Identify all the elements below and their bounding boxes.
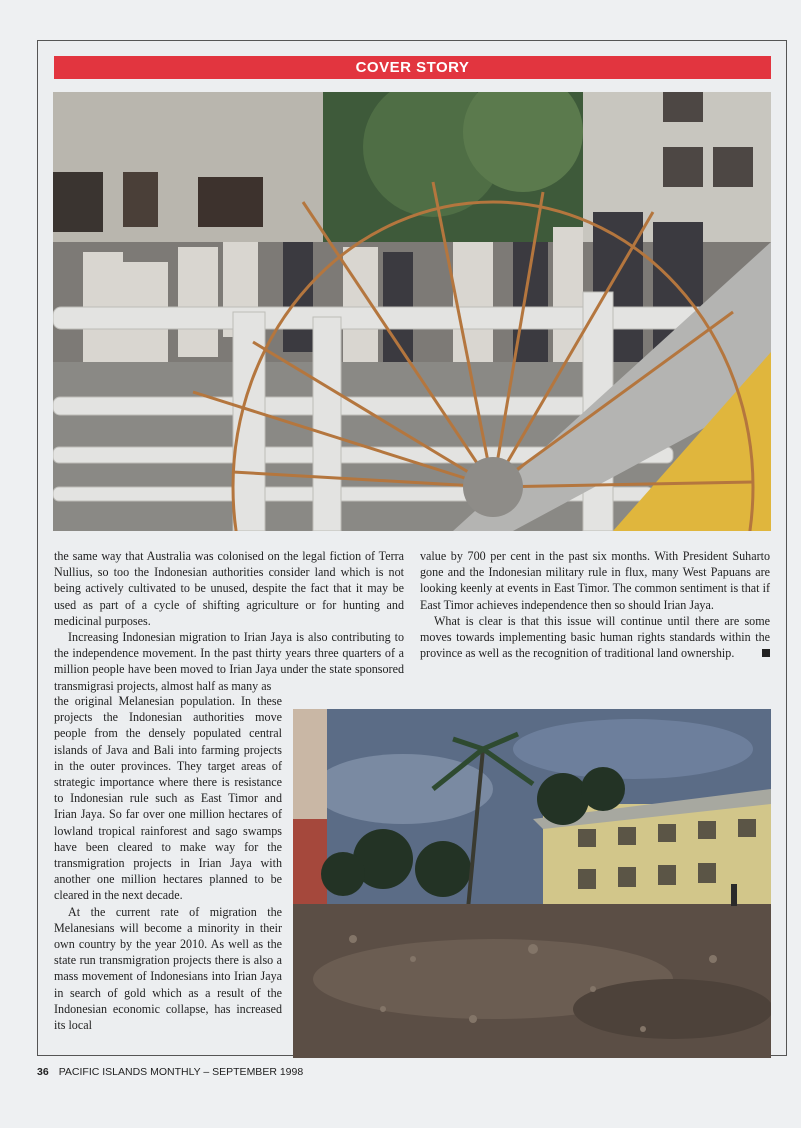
page-footer <box>37 1066 303 1078</box>
crowd-photo <box>53 92 771 531</box>
end-mark-icon <box>762 649 770 657</box>
left-column-bottom <box>54 693 282 1033</box>
right-column <box>420 548 770 661</box>
section-banner: COVER STORY <box>54 56 771 79</box>
paragraph-2-start: Increasing Indonesian migration to Irian Jaya is also contributing to the independence movement. In the past thirty years three quarters of a million people have been moved to Irian Jaya under the state sponsored transmigrasi projects, almost half as many as <box>54 630 404 693</box>
paragraph-3: At the current rate of migration the Melanesians will become a minority in their own country by the year 2010. As well as the state run transmigration projects there is also a mass movement of Indonesians into Irian Jaya in search of gold which as a result of the Indonesian economic collapse, has increased its local <box>54 904 282 1033</box>
page-number: 36 <box>37 1066 49 1078</box>
paragraph-5: What is clear is that this issue will continue until there are some moves towards implementing basic human rights standards within the province as well as the recognition of traditional land ownership. <box>420 613 770 661</box>
paragraph-1: the same way that Australia was colonised on the legal fiction of Terra Nullius, so too the Indonesian authorities consider land which is not being actively cultivated to be unused, despite the fact that it may be used as part of a cycle of shifting agriculture or for hunting and medicinal purposes. <box>54 549 404 628</box>
paragraph-2-end: the original Melanesian population. In these projects the Indonesian authorities move people from the densely populated central islands of Java and Bali into farming projects in the outer provinces. They target areas of strategic importance where there is resistance to Indonesian rule such as East Timor and Irian Jaya. So far over one million hectares of lowland tropical rainforest and sago swamps have been cleared to make way for the transmigration projects in Irian Jaya with another one million hectares planned to be cleared in the next decade. <box>54 694 282 903</box>
cleared-land-photo <box>293 709 771 1058</box>
paragraph-4: value by 700 per cent in the past six months. With President Suharto gone and the Indonesian military rule in flux, many West Papuans are looking keenly at events in East Timor. The common sentiment is that if East Timor achieves independence then so should Irian Jaya. <box>420 549 770 612</box>
publication-line: PACIFIC ISLANDS MONTHLY – SEPTEMBER 1998 <box>58 1066 304 1078</box>
left-column-top <box>54 548 404 694</box>
